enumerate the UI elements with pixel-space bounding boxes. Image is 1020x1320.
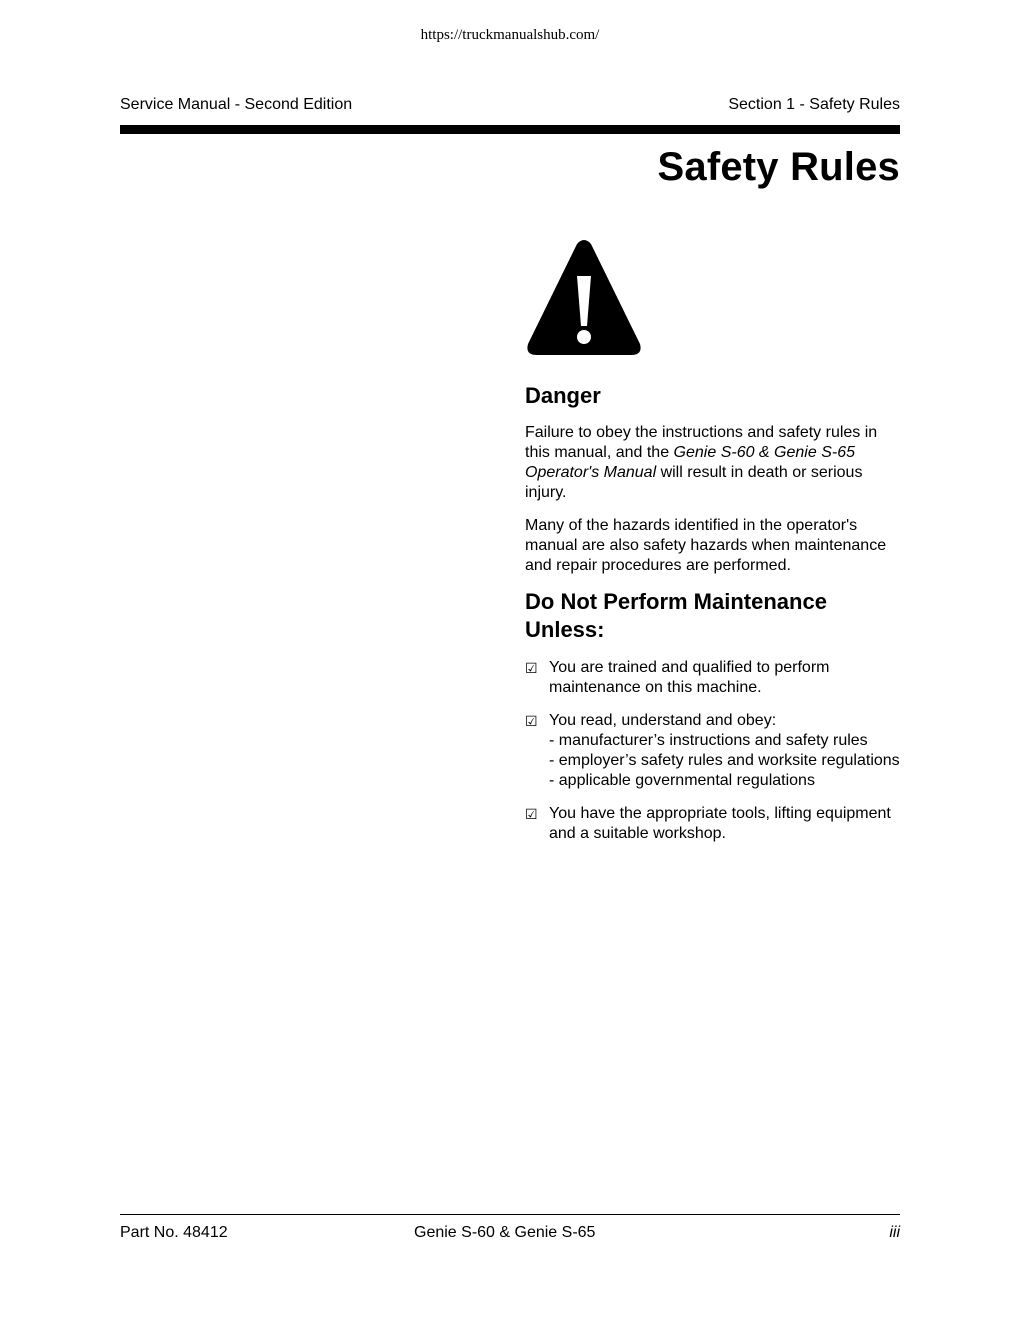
operator-manual-title: Genie S-60 & Genie S-65 Operator's Manual — [525, 443, 855, 481]
sub-item: - employer’s safety rules and worksite regulations — [549, 751, 900, 769]
checkbox-icon: ☑ — [525, 805, 538, 822]
watermark-url: https://truckmanualshub.com/ — [420, 27, 600, 43]
page-title: Safety Rules — [657, 145, 900, 189]
footer-page-number: iii — [889, 1224, 900, 1241]
header-divider — [120, 125, 900, 134]
checkbox-icon: ☑ — [525, 659, 538, 676]
header-manual-edition: Service Manual - Second Edition — [120, 96, 353, 113]
footer-model: Genie S-60 & Genie S-65 — [414, 1224, 596, 1241]
sub-item: - manufacturer’s instructions and safety rules — [549, 731, 868, 749]
danger-p1-text: Failure to obey the instructions and safety rules in this manual, and the — [525, 423, 878, 461]
danger-heading: Danger — [525, 383, 601, 408]
list-item-text: You are trained and qualified to perform maintenance on this machine. — [549, 658, 830, 696]
danger-paragraph-1 — [525, 423, 900, 503]
footer-divider — [120, 1214, 900, 1215]
maintenance-conditions-list — [525, 658, 900, 844]
list-item-text: You have the appropriate tools, lifting equipment and a suitable workshop. — [549, 804, 891, 842]
list-item-text: You read, understand and obey: — [549, 711, 777, 729]
header-section: Section 1 - Safety Rules — [728, 96, 900, 113]
maintenance-heading: Do Not Perform Maintenance Unless: — [525, 588, 827, 642]
safety-content — [525, 382, 900, 857]
checkbox-icon: ☑ — [525, 712, 538, 729]
list-item — [525, 658, 900, 698]
list-item — [525, 804, 900, 844]
sub-item: - applicable governmental regulations — [549, 771, 815, 789]
footer-part-number: Part No. 48412 — [120, 1224, 228, 1241]
danger-p1-end: will result in death or serious injury. — [525, 463, 863, 501]
list-item — [525, 711, 900, 791]
warning-triangle-icon — [525, 240, 643, 358]
danger-paragraph-2: Many of the hazards identified in the operator's manual are also safety hazards when maintenance and repair procedures are performed. — [525, 516, 887, 574]
